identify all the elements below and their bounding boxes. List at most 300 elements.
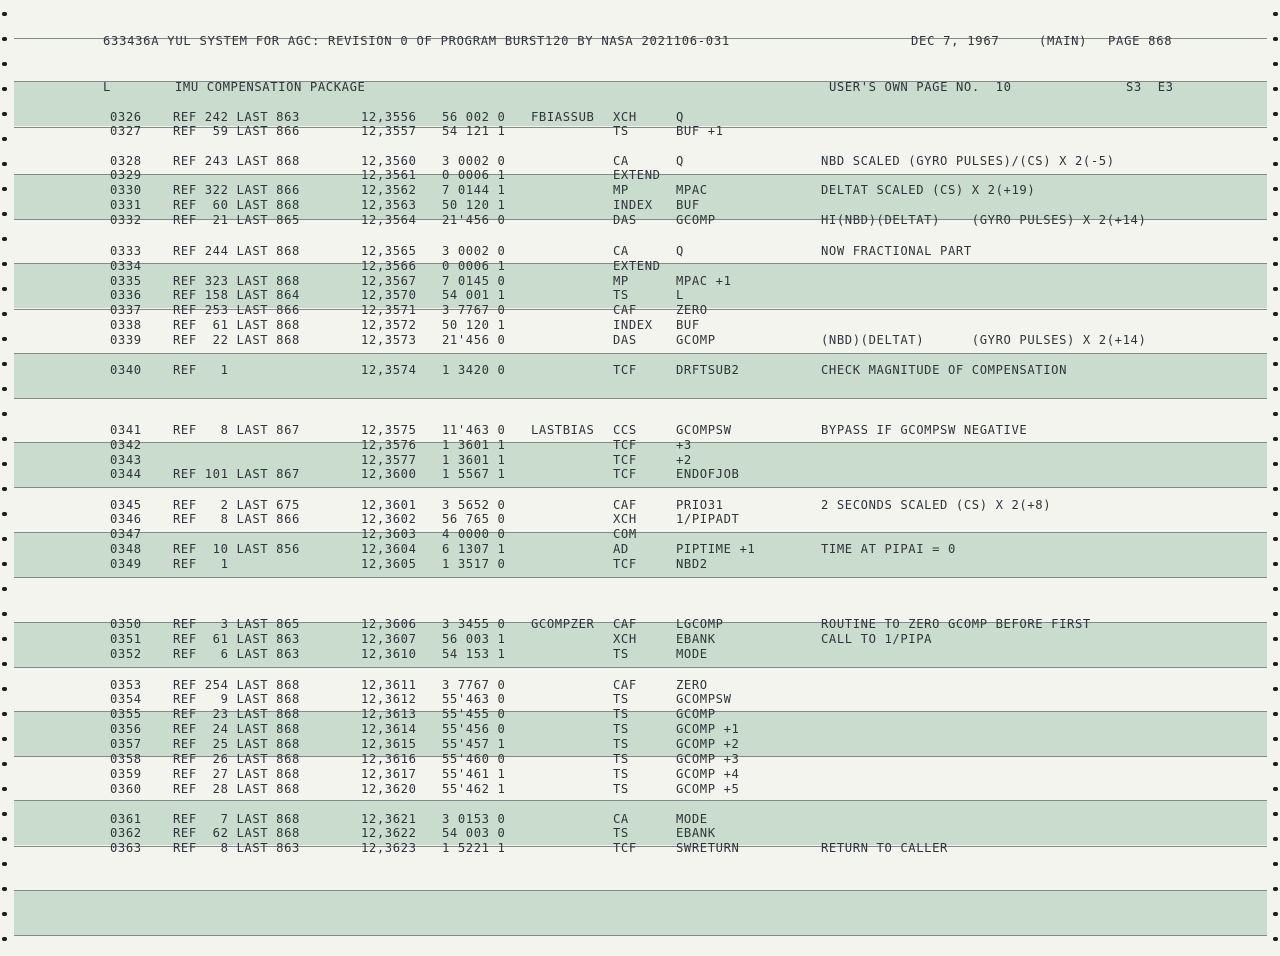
address: 12,3565 bbox=[361, 244, 417, 258]
tractor-hole bbox=[2, 737, 7, 741]
operand: BUF +1 bbox=[676, 124, 724, 138]
reference: REF 243 LAST 868 bbox=[173, 154, 300, 168]
tractor-hole bbox=[2, 337, 7, 341]
reference: REF 7 LAST 868 bbox=[173, 812, 300, 826]
octal-code: 54 153 1 bbox=[442, 647, 506, 661]
opcode: XCH bbox=[613, 512, 637, 526]
reference: REF 253 LAST 866 bbox=[173, 303, 300, 317]
comment: HI(NBD)(DELTAT) (GYRO PULSES) X 2(+14) bbox=[821, 213, 1147, 227]
octal-code: 55'455 0 bbox=[442, 707, 506, 721]
tractor-hole bbox=[1273, 262, 1278, 266]
operand: PRIO31 bbox=[676, 498, 724, 512]
line-number: 0335 bbox=[110, 274, 142, 288]
label: FBIASSUB bbox=[531, 110, 595, 124]
line-number: 0345 bbox=[110, 498, 142, 512]
opcode: TCF bbox=[613, 453, 637, 467]
reference: REF 254 LAST 868 bbox=[173, 678, 300, 692]
octal-code: 1 3517 0 bbox=[442, 557, 506, 571]
address: 12,3566 bbox=[361, 259, 417, 273]
tractor-hole bbox=[1273, 487, 1278, 491]
reference: REF 59 LAST 866 bbox=[173, 124, 300, 138]
address: 12,3571 bbox=[361, 303, 417, 317]
operand: GCOMP +1 bbox=[676, 722, 740, 736]
tractor-hole bbox=[2, 762, 7, 766]
tractor-hole bbox=[1273, 87, 1278, 91]
tractor-hole bbox=[1273, 312, 1278, 316]
opcode: INDEX bbox=[613, 318, 653, 332]
octal-code: 6 1307 1 bbox=[442, 542, 506, 556]
label: GCOMPZER bbox=[531, 617, 595, 631]
address: 12,3572 bbox=[361, 318, 417, 332]
address: 12,3620 bbox=[361, 782, 417, 796]
opcode: AD bbox=[613, 542, 629, 556]
octal-code: 55'460 0 bbox=[442, 752, 506, 766]
tractor-hole bbox=[1273, 737, 1278, 741]
ruled-line bbox=[14, 442, 1267, 443]
reference: REF 61 LAST 868 bbox=[173, 318, 300, 332]
line-number: 0355 bbox=[110, 707, 142, 721]
tractor-hole bbox=[1273, 437, 1278, 441]
operand: +3 bbox=[676, 438, 692, 452]
operand: ZERO bbox=[676, 678, 708, 692]
address: 12,3574 bbox=[361, 363, 417, 377]
line-number: 0357 bbox=[110, 737, 142, 751]
opcode: MP bbox=[613, 274, 629, 288]
reference: REF 8 LAST 863 bbox=[173, 841, 300, 855]
tractor-hole bbox=[1273, 862, 1278, 866]
tractor-hole bbox=[1273, 912, 1278, 916]
line-number: 0363 bbox=[110, 841, 142, 855]
tractor-hole bbox=[2, 637, 7, 641]
octal-code: 3 7767 0 bbox=[442, 303, 506, 317]
opcode: TS bbox=[613, 722, 629, 736]
line-number: 0352 bbox=[110, 647, 142, 661]
line-number: 0348 bbox=[110, 542, 142, 556]
reference: REF 6 LAST 863 bbox=[173, 647, 300, 661]
address: 12,3573 bbox=[361, 333, 417, 347]
comment: NBD SCALED (GYRO PULSES)/(CS) X 2(-5) bbox=[821, 154, 1115, 168]
opcode: TS bbox=[613, 752, 629, 766]
tractor-hole bbox=[2, 412, 7, 416]
opcode: TCF bbox=[613, 841, 637, 855]
address: 12,3577 bbox=[361, 453, 417, 467]
octal-code: 56 003 1 bbox=[442, 632, 506, 646]
octal-code: 0 0006 1 bbox=[442, 168, 506, 182]
opcode: CAF bbox=[613, 678, 637, 692]
ruled-line bbox=[14, 532, 1267, 533]
reference: REF 244 LAST 868 bbox=[173, 244, 300, 258]
tractor-hole bbox=[2, 487, 7, 491]
reference: REF 9 LAST 868 bbox=[173, 692, 300, 706]
line-number: 0334 bbox=[110, 259, 142, 273]
header-page-number: PAGE 868 bbox=[1108, 34, 1173, 48]
octal-code: 55'456 0 bbox=[442, 722, 506, 736]
header-date: DEC 7, 1967 bbox=[911, 34, 1000, 48]
opcode: CA bbox=[613, 812, 629, 826]
operand: SWRETURN bbox=[676, 841, 740, 855]
opcode: TCF bbox=[613, 438, 637, 452]
octal-code: 50 120 1 bbox=[442, 198, 506, 212]
address: 12,3621 bbox=[361, 812, 417, 826]
comment: CALL TO 1/PIPA bbox=[821, 632, 933, 646]
octal-code: 0 0006 1 bbox=[442, 259, 506, 273]
address: 12,3616 bbox=[361, 752, 417, 766]
operand: Q bbox=[676, 154, 684, 168]
octal-code: 21'456 0 bbox=[442, 213, 506, 227]
opcode: CA bbox=[613, 244, 629, 258]
reference: REF 27 LAST 868 bbox=[173, 767, 300, 781]
address: 12,3612 bbox=[361, 692, 417, 706]
operand: EBANK bbox=[676, 826, 716, 840]
opcode: CAF bbox=[613, 498, 637, 512]
operand: L bbox=[676, 288, 684, 302]
opcode: TS bbox=[613, 767, 629, 781]
comment: 2 SECONDS SCALED (CS) X 2(+8) bbox=[821, 498, 1052, 512]
opcode: EXTEND bbox=[613, 259, 661, 273]
tractor-hole bbox=[2, 62, 7, 66]
line-number: 0330 bbox=[110, 183, 142, 197]
operand: Q bbox=[676, 110, 684, 124]
tractor-hole bbox=[1273, 637, 1278, 641]
reference: REF 60 LAST 868 bbox=[173, 198, 300, 212]
reference: REF 158 LAST 864 bbox=[173, 288, 300, 302]
tractor-hole bbox=[2, 137, 7, 141]
line-number: 0341 bbox=[110, 423, 142, 437]
octal-code: 56 765 0 bbox=[442, 512, 506, 526]
opcode: TS bbox=[613, 647, 629, 661]
line-number: 0337 bbox=[110, 303, 142, 317]
address: 12,3575 bbox=[361, 423, 417, 437]
operand: GCOMP bbox=[676, 707, 716, 721]
ruled-line bbox=[14, 890, 1267, 891]
tractor-hole bbox=[1273, 837, 1278, 841]
opcode: XCH bbox=[613, 632, 637, 646]
line-number: 0351 bbox=[110, 632, 142, 646]
tractor-hole bbox=[2, 162, 7, 166]
line-number: 0332 bbox=[110, 213, 142, 227]
tractor-hole bbox=[1273, 162, 1278, 166]
comment: (NBD)(DELTAT) (GYRO PULSES) X 2(+14) bbox=[821, 333, 1147, 347]
section-code: S3 E3 bbox=[1126, 80, 1174, 94]
header-title: 633436A YUL SYSTEM FOR AGC: REVISION 0 OF PROGRAM BURST120 BY NASA 2021106-031 bbox=[103, 34, 730, 48]
line-number: 0360 bbox=[110, 782, 142, 796]
octal-code: 7 0145 0 bbox=[442, 274, 506, 288]
tractor-hole bbox=[1273, 362, 1278, 366]
line-number: 0356 bbox=[110, 722, 142, 736]
header-main: (MAIN) bbox=[1039, 34, 1088, 48]
left-tractor-holes bbox=[0, 0, 10, 956]
comment: BYPASS IF GCOMPSW NEGATIVE bbox=[821, 423, 1028, 437]
tractor-hole bbox=[1273, 787, 1278, 791]
octal-code: 1 3601 1 bbox=[442, 453, 506, 467]
line-number: 0336 bbox=[110, 288, 142, 302]
line-number: 0346 bbox=[110, 512, 142, 526]
octal-code: 1 3420 0 bbox=[442, 363, 506, 377]
tractor-hole bbox=[2, 612, 7, 616]
tractor-hole bbox=[1273, 612, 1278, 616]
opcode: TS bbox=[613, 782, 629, 796]
tractor-hole bbox=[1273, 887, 1278, 891]
operand: MPAC +1 bbox=[676, 274, 732, 288]
operand: GCOMP +2 bbox=[676, 737, 740, 751]
reference: REF 8 LAST 867 bbox=[173, 423, 300, 437]
reference: REF 3 LAST 865 bbox=[173, 617, 300, 631]
address: 12,3604 bbox=[361, 542, 417, 556]
section-letter: L bbox=[103, 80, 111, 94]
address: 12,3562 bbox=[361, 183, 417, 197]
tractor-hole bbox=[1273, 337, 1278, 341]
octal-code: 3 0002 0 bbox=[442, 244, 506, 258]
tractor-hole bbox=[2, 362, 7, 366]
operand: NBD2 bbox=[676, 557, 708, 571]
tractor-hole bbox=[2, 587, 7, 591]
tractor-hole bbox=[1273, 762, 1278, 766]
tractor-hole bbox=[1273, 112, 1278, 116]
octal-code: 3 3455 0 bbox=[442, 617, 506, 631]
line-number: 0343 bbox=[110, 453, 142, 467]
tractor-hole bbox=[2, 287, 7, 291]
address: 12,3606 bbox=[361, 617, 417, 631]
comment: CHECK MAGNITUDE OF COMPENSATION bbox=[821, 363, 1068, 377]
line-number: 0331 bbox=[110, 198, 142, 212]
operand: GCOMP +3 bbox=[676, 752, 740, 766]
opcode: INDEX bbox=[613, 198, 653, 212]
tractor-hole bbox=[1273, 662, 1278, 666]
opcode: DAS bbox=[613, 333, 637, 347]
operand: MODE bbox=[676, 647, 708, 661]
reference: REF 26 LAST 868 bbox=[173, 752, 300, 766]
address: 12,3564 bbox=[361, 213, 417, 227]
tractor-hole bbox=[2, 12, 7, 16]
tractor-hole bbox=[2, 87, 7, 91]
reference: REF 61 LAST 863 bbox=[173, 632, 300, 646]
tractor-hole bbox=[1273, 62, 1278, 66]
tractor-hole bbox=[2, 237, 7, 241]
octal-code: 3 0002 0 bbox=[442, 154, 506, 168]
octal-code: 55'461 1 bbox=[442, 767, 506, 781]
tractor-hole bbox=[2, 687, 7, 691]
line-number: 0339 bbox=[110, 333, 142, 347]
opcode: TS bbox=[613, 124, 629, 138]
tractor-hole bbox=[2, 787, 7, 791]
operand: DRFTSUB2 bbox=[676, 363, 740, 377]
tractor-hole bbox=[1273, 712, 1278, 716]
address: 12,3601 bbox=[361, 498, 417, 512]
reference: REF 1 bbox=[173, 557, 229, 571]
tractor-hole bbox=[1273, 537, 1278, 541]
tractor-hole bbox=[2, 887, 7, 891]
tractor-hole bbox=[2, 212, 7, 216]
reference: REF 24 LAST 868 bbox=[173, 722, 300, 736]
operand: PIPTIME +1 bbox=[676, 542, 756, 556]
ruled-line bbox=[14, 398, 1267, 399]
ruled-line bbox=[14, 577, 1267, 578]
operand: GCOMP bbox=[676, 333, 716, 347]
tractor-hole bbox=[2, 912, 7, 916]
operand: ENDOFJOB bbox=[676, 467, 740, 481]
opcode: XCH bbox=[613, 110, 637, 124]
opcode: TS bbox=[613, 288, 629, 302]
opcode: CAF bbox=[613, 303, 637, 317]
operand: +2 bbox=[676, 453, 692, 467]
octal-code: 7 0144 1 bbox=[442, 183, 506, 197]
octal-code: 50 120 1 bbox=[442, 318, 506, 332]
reference: REF 23 LAST 868 bbox=[173, 707, 300, 721]
opcode: COM bbox=[613, 527, 637, 541]
octal-code: 55'463 0 bbox=[442, 692, 506, 706]
opcode: CCS bbox=[613, 423, 637, 437]
tractor-hole bbox=[1273, 462, 1278, 466]
tractor-hole bbox=[1273, 937, 1278, 941]
reference: REF 8 LAST 866 bbox=[173, 512, 300, 526]
octal-code: 3 7767 0 bbox=[442, 678, 506, 692]
ruled-line bbox=[14, 800, 1267, 801]
address: 12,3605 bbox=[361, 557, 417, 571]
address: 12,3622 bbox=[361, 826, 417, 840]
reference: REF 242 LAST 863 bbox=[173, 110, 300, 124]
address: 12,3561 bbox=[361, 168, 417, 182]
right-tractor-holes bbox=[1271, 0, 1280, 956]
operand: GCOMP bbox=[676, 213, 716, 227]
address: 12,3602 bbox=[361, 512, 417, 526]
address: 12,3560 bbox=[361, 154, 417, 168]
reference: REF 1 bbox=[173, 363, 229, 377]
address: 12,3607 bbox=[361, 632, 417, 646]
address: 12,3603 bbox=[361, 527, 417, 541]
line-number: 0342 bbox=[110, 438, 142, 452]
ruled-line bbox=[14, 935, 1267, 936]
line-number: 0328 bbox=[110, 154, 142, 168]
address: 12,3613 bbox=[361, 707, 417, 721]
operand: LGCOMP bbox=[676, 617, 724, 631]
tractor-hole bbox=[2, 562, 7, 566]
comment: DELTAT SCALED (CS) X 2(+19) bbox=[821, 183, 1036, 197]
octal-code: 55'457 1 bbox=[442, 737, 506, 751]
tractor-hole bbox=[1273, 212, 1278, 216]
operand: GCOMPSW bbox=[676, 423, 732, 437]
opcode: TS bbox=[613, 692, 629, 706]
reference: REF 101 LAST 867 bbox=[173, 467, 300, 481]
tractor-hole bbox=[1273, 412, 1278, 416]
line-number: 0326 bbox=[110, 110, 142, 124]
opcode: CAF bbox=[613, 617, 637, 631]
tractor-hole bbox=[1273, 387, 1278, 391]
opcode: TS bbox=[613, 826, 629, 840]
tractor-hole bbox=[1273, 237, 1278, 241]
operand: BUF bbox=[676, 198, 700, 212]
address: 12,3556 bbox=[361, 110, 417, 124]
opcode: TCF bbox=[613, 363, 637, 377]
tractor-hole bbox=[2, 387, 7, 391]
tractor-hole bbox=[1273, 587, 1278, 591]
octal-code: 54 121 1 bbox=[442, 124, 506, 138]
reference: REF 323 LAST 868 bbox=[173, 274, 300, 288]
operand: BUF bbox=[676, 318, 700, 332]
line-number: 0359 bbox=[110, 767, 142, 781]
operand: MPAC bbox=[676, 183, 708, 197]
line-number: 0358 bbox=[110, 752, 142, 766]
operand: GCOMP +4 bbox=[676, 767, 740, 781]
line-number: 0350 bbox=[110, 617, 142, 631]
tractor-hole bbox=[1273, 562, 1278, 566]
tractor-hole bbox=[2, 262, 7, 266]
address: 12,3614 bbox=[361, 722, 417, 736]
reference: REF 21 LAST 865 bbox=[173, 213, 300, 227]
octal-code: 1 5221 1 bbox=[442, 841, 506, 855]
tractor-hole bbox=[2, 537, 7, 541]
label: LASTBIAS bbox=[531, 423, 595, 437]
tractor-hole bbox=[2, 662, 7, 666]
line-number: 0327 bbox=[110, 124, 142, 138]
address: 12,3611 bbox=[361, 678, 417, 692]
octal-code: 54 001 1 bbox=[442, 288, 506, 302]
line-number: 0333 bbox=[110, 244, 142, 258]
line-number: 0354 bbox=[110, 692, 142, 706]
address: 12,3623 bbox=[361, 841, 417, 855]
tractor-hole bbox=[2, 512, 7, 516]
opcode: MP bbox=[613, 183, 629, 197]
octal-code: 1 3601 1 bbox=[442, 438, 506, 452]
reference: REF 322 LAST 866 bbox=[173, 183, 300, 197]
address: 12,3610 bbox=[361, 647, 417, 661]
line-number: 0329 bbox=[110, 168, 142, 182]
tractor-hole bbox=[1273, 137, 1278, 141]
opcode: TCF bbox=[613, 467, 637, 481]
opcode: TCF bbox=[613, 557, 637, 571]
tractor-hole bbox=[2, 187, 7, 191]
ruled-line bbox=[14, 667, 1267, 668]
reference: REF 22 LAST 868 bbox=[173, 333, 300, 347]
comment: TIME AT PIPAI = 0 bbox=[821, 542, 956, 556]
tractor-hole bbox=[2, 462, 7, 466]
tractor-hole bbox=[1273, 37, 1278, 41]
address: 12,3600 bbox=[361, 467, 417, 481]
tractor-hole bbox=[2, 437, 7, 441]
ruled-line bbox=[14, 353, 1267, 354]
line-number: 0353 bbox=[110, 678, 142, 692]
line-number: 0344 bbox=[110, 467, 142, 481]
comment: RETURN TO CALLER bbox=[821, 841, 948, 855]
octal-code: 21'456 0 bbox=[442, 333, 506, 347]
tractor-hole bbox=[2, 312, 7, 316]
operand: GCOMP +5 bbox=[676, 782, 740, 796]
tractor-hole bbox=[1273, 12, 1278, 16]
operand: ZERO bbox=[676, 303, 708, 317]
address: 12,3563 bbox=[361, 198, 417, 212]
opcode: DAS bbox=[613, 213, 637, 227]
line-number: 0340 bbox=[110, 363, 142, 377]
tractor-hole bbox=[1273, 287, 1278, 291]
greenbar-band bbox=[14, 890, 1267, 935]
tractor-hole bbox=[1273, 512, 1278, 516]
operand: 1/PIPADT bbox=[676, 512, 740, 526]
opcode: EXTEND bbox=[613, 168, 661, 182]
line-number: 0362 bbox=[110, 826, 142, 840]
tractor-hole bbox=[2, 812, 7, 816]
address: 12,3576 bbox=[361, 438, 417, 452]
tractor-hole bbox=[2, 712, 7, 716]
tractor-hole bbox=[2, 862, 7, 866]
operand: GCOMPSW bbox=[676, 692, 732, 706]
comment: ROUTINE TO ZERO GCOMP BEFORE FIRST bbox=[821, 617, 1091, 631]
line-number: 0349 bbox=[110, 557, 142, 571]
address: 12,3617 bbox=[361, 767, 417, 781]
section-title: IMU COMPENSATION PACKAGE bbox=[175, 80, 366, 94]
address: 12,3615 bbox=[361, 737, 417, 751]
octal-code: 54 003 0 bbox=[442, 826, 506, 840]
tractor-hole bbox=[2, 837, 7, 841]
opcode: CA bbox=[613, 154, 629, 168]
